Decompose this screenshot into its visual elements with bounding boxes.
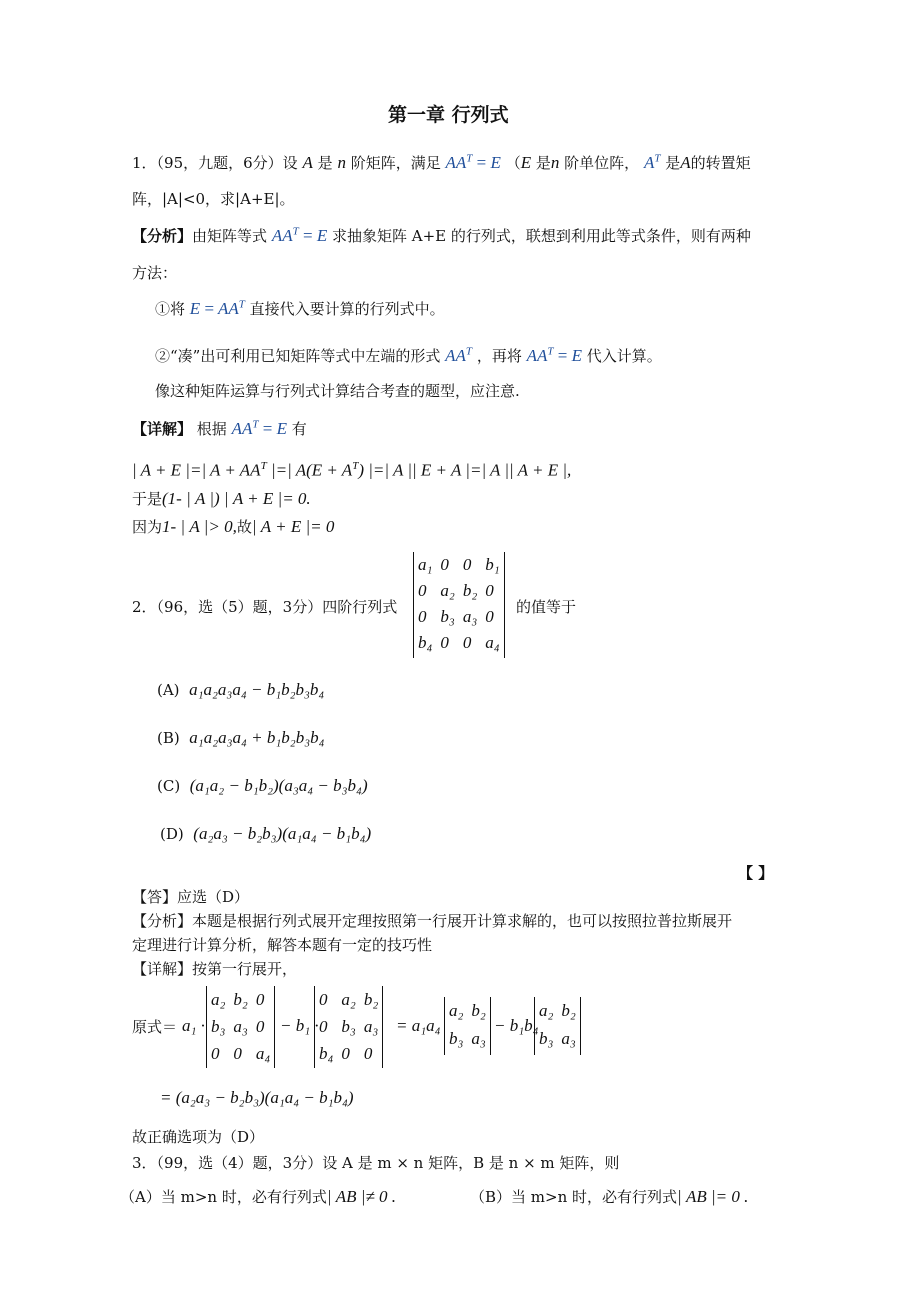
det-cell: a₂ [211,989,226,1009]
det-cell: 0 [440,633,449,652]
q2-det-d [534,997,581,1055]
det-cell: b₄ [418,633,433,652]
q1-method1: ①将 $E = AA^T$ 直接代入要计算的行列式中。 [155,298,445,318]
det-cell: a₂ [341,989,356,1009]
det-cell: 0 [462,633,472,652]
q1-equation-3: 因为1- | A |> 0,故| A + E |= 0 [132,517,335,536]
q2-conclusion: 故正确选项为（D） [132,1128,265,1146]
q2-option-d[interactable]: (D) (a₂a₃ − b₂b₃)(a₁a₄ − b₁b₄) [160,824,372,843]
det-cell: a₄ [485,633,500,652]
det-cell: b₃ [211,1016,226,1036]
q1-analysis: 【分析】由矩阵等式 $AA^T = E$ 求抽象矩阵 A+E 的行列式，联想到利用此等式条件，则有两种 [132,225,751,245]
det-cell: 0 [319,989,328,1009]
q2-intro: 2．（96，选（5）题，3分）四阶行列式 [132,598,398,616]
det-cell: a₄ [255,1043,271,1063]
det-cell: b₃ [440,607,455,626]
formula-aat-e: $AA^T = E$ [445,152,501,172]
q3-intro: 3．（99，选（4）题，3分）设 A 是 m × n 矩阵，B 是 n × m 矩阵，则 [132,1154,620,1172]
det-cell: 0 [319,1016,328,1036]
q2-option-b[interactable]: (B) a₁a₂a₃a₄ + b₁b₂b₃b₄ [157,728,325,747]
det-cell: 0 [485,581,494,600]
det-cell: 0 [233,1043,242,1063]
det-cell: 0 [363,1043,373,1063]
q2-formula-minus-b1: − b₁ · [280,1016,319,1035]
q3-option-b[interactable]: （B）当 m>n 时，必有行列式| AB |= 0 . [470,1187,749,1206]
q2-det-a [206,986,275,1068]
q1-analysis-line2: 方法： [132,264,178,282]
q2-analysis: 【分析】本题是根据行列式展开定理按照第一行展开计算求解的，也可以按照拉普拉斯展开 [132,912,733,930]
q2-det-b [314,986,383,1068]
det-cell: b₃ [449,1029,464,1048]
det-cell: a₁ [418,555,433,574]
q2-analysis-line2: 定理进行计算分析，解答本题有一定的技巧性 [132,936,433,954]
q3-option-a[interactable]: （A）当 m>n 时，必有行列式| AB |≠ 0 . [120,1187,397,1206]
det-cell: a₂ [539,1001,554,1020]
q2-formula-minus-b1b4: − b₁b₄ [494,1016,539,1035]
det-cell: 0 [485,607,494,626]
q1-detail: 【详解】 根据 $AA^T = E$ 有 [132,418,307,438]
q2-determinant [413,552,505,658]
q1-line1: 1．（95，九题，6分）设 A 是 n 阶矩阵，满足 $AA^T = E$ （E 是n 阶单位阵， $A^T$ 是A的转置矩 [132,152,751,172]
det-cell: 0 [418,607,427,626]
q2-formula-pre: 原式＝ [132,1018,178,1036]
det-cell: a₃ [471,1029,486,1048]
q1-line2: 阵，|A|<0，求|A+E|。 [132,190,295,208]
det-cell: 0 [211,1043,220,1063]
det-cell: b₂ [363,989,379,1009]
det-cell: 0 [418,581,427,600]
det-cell: a₃ [462,607,478,626]
q2-formula-eq: = a₁a₄ [396,1016,441,1035]
det-cell: b₂ [233,989,248,1009]
answer-bracket: 【 】 [738,864,774,882]
det-cell: a₃ [561,1029,576,1048]
q2-answer: 【答】应选（D） [132,888,250,906]
q2-det-c [444,997,491,1055]
q1-method2: ②“凑”出可利用已知矩阵等式中左端的形式 $AA^T$ ，再将 $AA^T = E$ 代入计算。 [155,345,662,365]
det-cell: b₃ [539,1029,554,1048]
det-cell: 0 [255,989,265,1009]
page-title: 第一章 行列式 [388,104,509,126]
det-cell: a₂ [449,1001,464,1020]
q2-result: = (a₂a₃ − b₂b₃)(a₁a₄ − b₁b₄) [160,1088,354,1107]
det-cell: b₁ [485,555,500,574]
det-cell: b₂ [462,581,478,600]
q2-detail: 【详解】按第一行展开， [132,960,298,978]
det-cell: 0 [440,555,449,574]
q2-option-a[interactable]: (A) a₁a₂a₃a₄ − b₁b₂b₃b₄ [157,680,325,699]
det-cell: b₂ [471,1001,486,1020]
q1-equation-1: | A + E |=| $A + AA^T$ |=| $A(E + A^T)$ |=| A || E + A |=| A || A + E |, [132,460,572,480]
det-cell: b₃ [341,1016,356,1036]
q2-formula-a1: a₁ · [182,1016,205,1035]
q2-option-c[interactable]: (C) (a₁a₂ − b₁b₂)(a₃a₄ − b₃b₄) [157,776,368,795]
det-cell: a₃ [233,1016,248,1036]
q1-note: 像这种矩阵运算与行列式计算结合考查的题型，应注意. [155,382,520,400]
det-cell: b₂ [561,1001,576,1020]
det-cell: a₃ [363,1016,379,1036]
q2-after: 的值等于 [516,598,577,616]
det-cell: 0 [341,1043,350,1063]
det-cell: a₂ [440,581,455,600]
det-cell: 0 [462,555,472,574]
det-cell: b₄ [319,1043,334,1063]
q1-equation-2: 于是(1- | A |) | A + E |= 0. [132,489,311,508]
det-cell: 0 [255,1016,265,1036]
